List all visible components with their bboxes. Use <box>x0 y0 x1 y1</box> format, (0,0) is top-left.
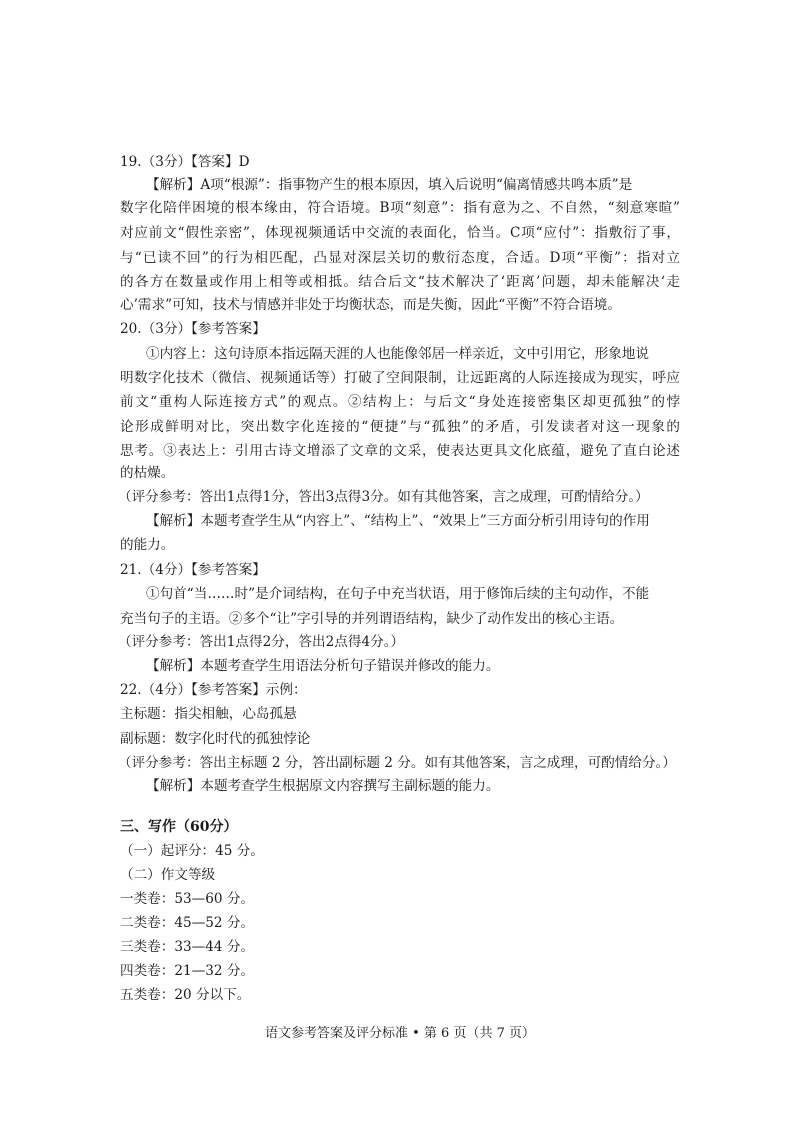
q19-analysis-line: 数字化陪伴困境的根本缘由，符合语境。B项“刻意”：指有意为之、不自然，“刻意寒暄” <box>120 200 680 216</box>
q22-main-title: 主标题：指尖相触，心岛孤悬 <box>120 706 297 722</box>
q19-analysis-line: 的各方在数量或作用上相等或相抵。结合后文“技术解决了‘距离’问题，却未能解决‘走 <box>120 274 680 290</box>
q20-answer-line: 思考。③表达上：引用古诗文增添了文章的文采，使表达更具文化底蕴，避免了直白论述 <box>120 443 680 459</box>
q20-answer-line: ①内容上：这句诗原本指远隔天涯的人也能像邻居一样亲近，文中引用它，形象地说 <box>146 346 649 362</box>
q19-analysis-line: 心’需求”可知，技术与情感并非处于均衡状态，而是失衡，因此“平衡”不符合语境。 <box>120 297 621 313</box>
writing-item: 四类卷：21—32 分。 <box>120 963 255 979</box>
q22-scoring: （评分参考：答出主标题 2 分，答出副标题 2 分。如有其他答案，言之成理，可酌情给分。） <box>118 755 676 771</box>
q21-analysis: 【解析】本题考查学生用语法分析句子错误并修改的能力。 <box>146 658 500 674</box>
q20-analysis-line: 的能力。 <box>120 537 175 553</box>
q21-answer-line: 充当句子的主语。②多个“让”字引导的并列谓语结构，缺少了动作发出的核心主语。 <box>120 611 624 627</box>
q22-header: 22.（4分）【参考答案】示例： <box>120 682 307 698</box>
q20-answer-line: 明数字化技术（微信、视频通话等）打破了空间限制，让远距离的人际连接成为现实，呼应 <box>120 370 680 386</box>
q19-analysis-line: 【解析】A项“根源”：指事物产生的根本原因，填入后说明“偏离情感共鸣本质”是 <box>146 177 633 193</box>
writing-item: 一类卷：53—60 分。 <box>120 891 255 907</box>
q22-sub-title: 副标题：数字化时代的孤独悖论 <box>120 731 311 747</box>
writing-item: 三类卷：33—44 分。 <box>120 939 255 955</box>
writing-item: 五类卷：20 分以下。 <box>120 987 251 1003</box>
q19-analysis-line: 与“已读不回”的行为相匹配，凸显对深层关切的敷衍态度，合适。D项“平衡”：指对立 <box>120 250 680 266</box>
q21-scoring: （评分参考：答出1点得2分，答出2点得4分。） <box>118 634 405 650</box>
q19-header: 19.（3分）【答案】D <box>120 154 250 170</box>
q20-answer-line: 前文“重构人际连接方式”的观点。②结构上：与后文“身处连接密集区却更孤独”的悖 <box>120 394 680 410</box>
q20-scoring: （评分参考：答出1点得1分，答出3点得3分。如有其他答案，言之成理，可酌情给分。） <box>118 489 649 505</box>
q21-answer-line: ①句首“当……时”是介词结构，在句子中充当状语，用于修饰后续的主句动作，不能 <box>146 586 650 602</box>
writing-section-header: 三、写作（60分） <box>120 819 238 835</box>
q20-answer-line: 的枯燥。 <box>120 465 175 481</box>
q20-analysis-line: 【解析】本题考查学生从“内容上”、“结构上”、“效果上”三方面分析引用诗句的作用 <box>146 513 650 529</box>
q20-answer-line: 论形成鲜明对比，突出数字化连接的“便捷”与“孤独”的矛盾，引发读者对这一现象的 <box>120 419 680 435</box>
writing-item: （一）起评分：45 分。 <box>120 843 264 859</box>
page-footer: 语文参考答案及评分标准 • 第 6 页（共 7 页） <box>264 1026 535 1041</box>
writing-item: 二类卷：45—52 分。 <box>120 915 255 931</box>
q22-analysis: 【解析】本题考查学生根据原文内容撰写主副标题的能力。 <box>146 778 500 794</box>
writing-item: （二）作文等级 <box>120 867 216 883</box>
q21-header: 21.（4分）【参考答案】 <box>120 562 266 578</box>
q20-header: 20.（3分）【参考答案】 <box>120 321 266 337</box>
q19-analysis-line: 对应前文“假性亲密”，体现视频通话中交流的表面化，恰当。C项“应付”：指敷衍了事， <box>120 225 680 241</box>
